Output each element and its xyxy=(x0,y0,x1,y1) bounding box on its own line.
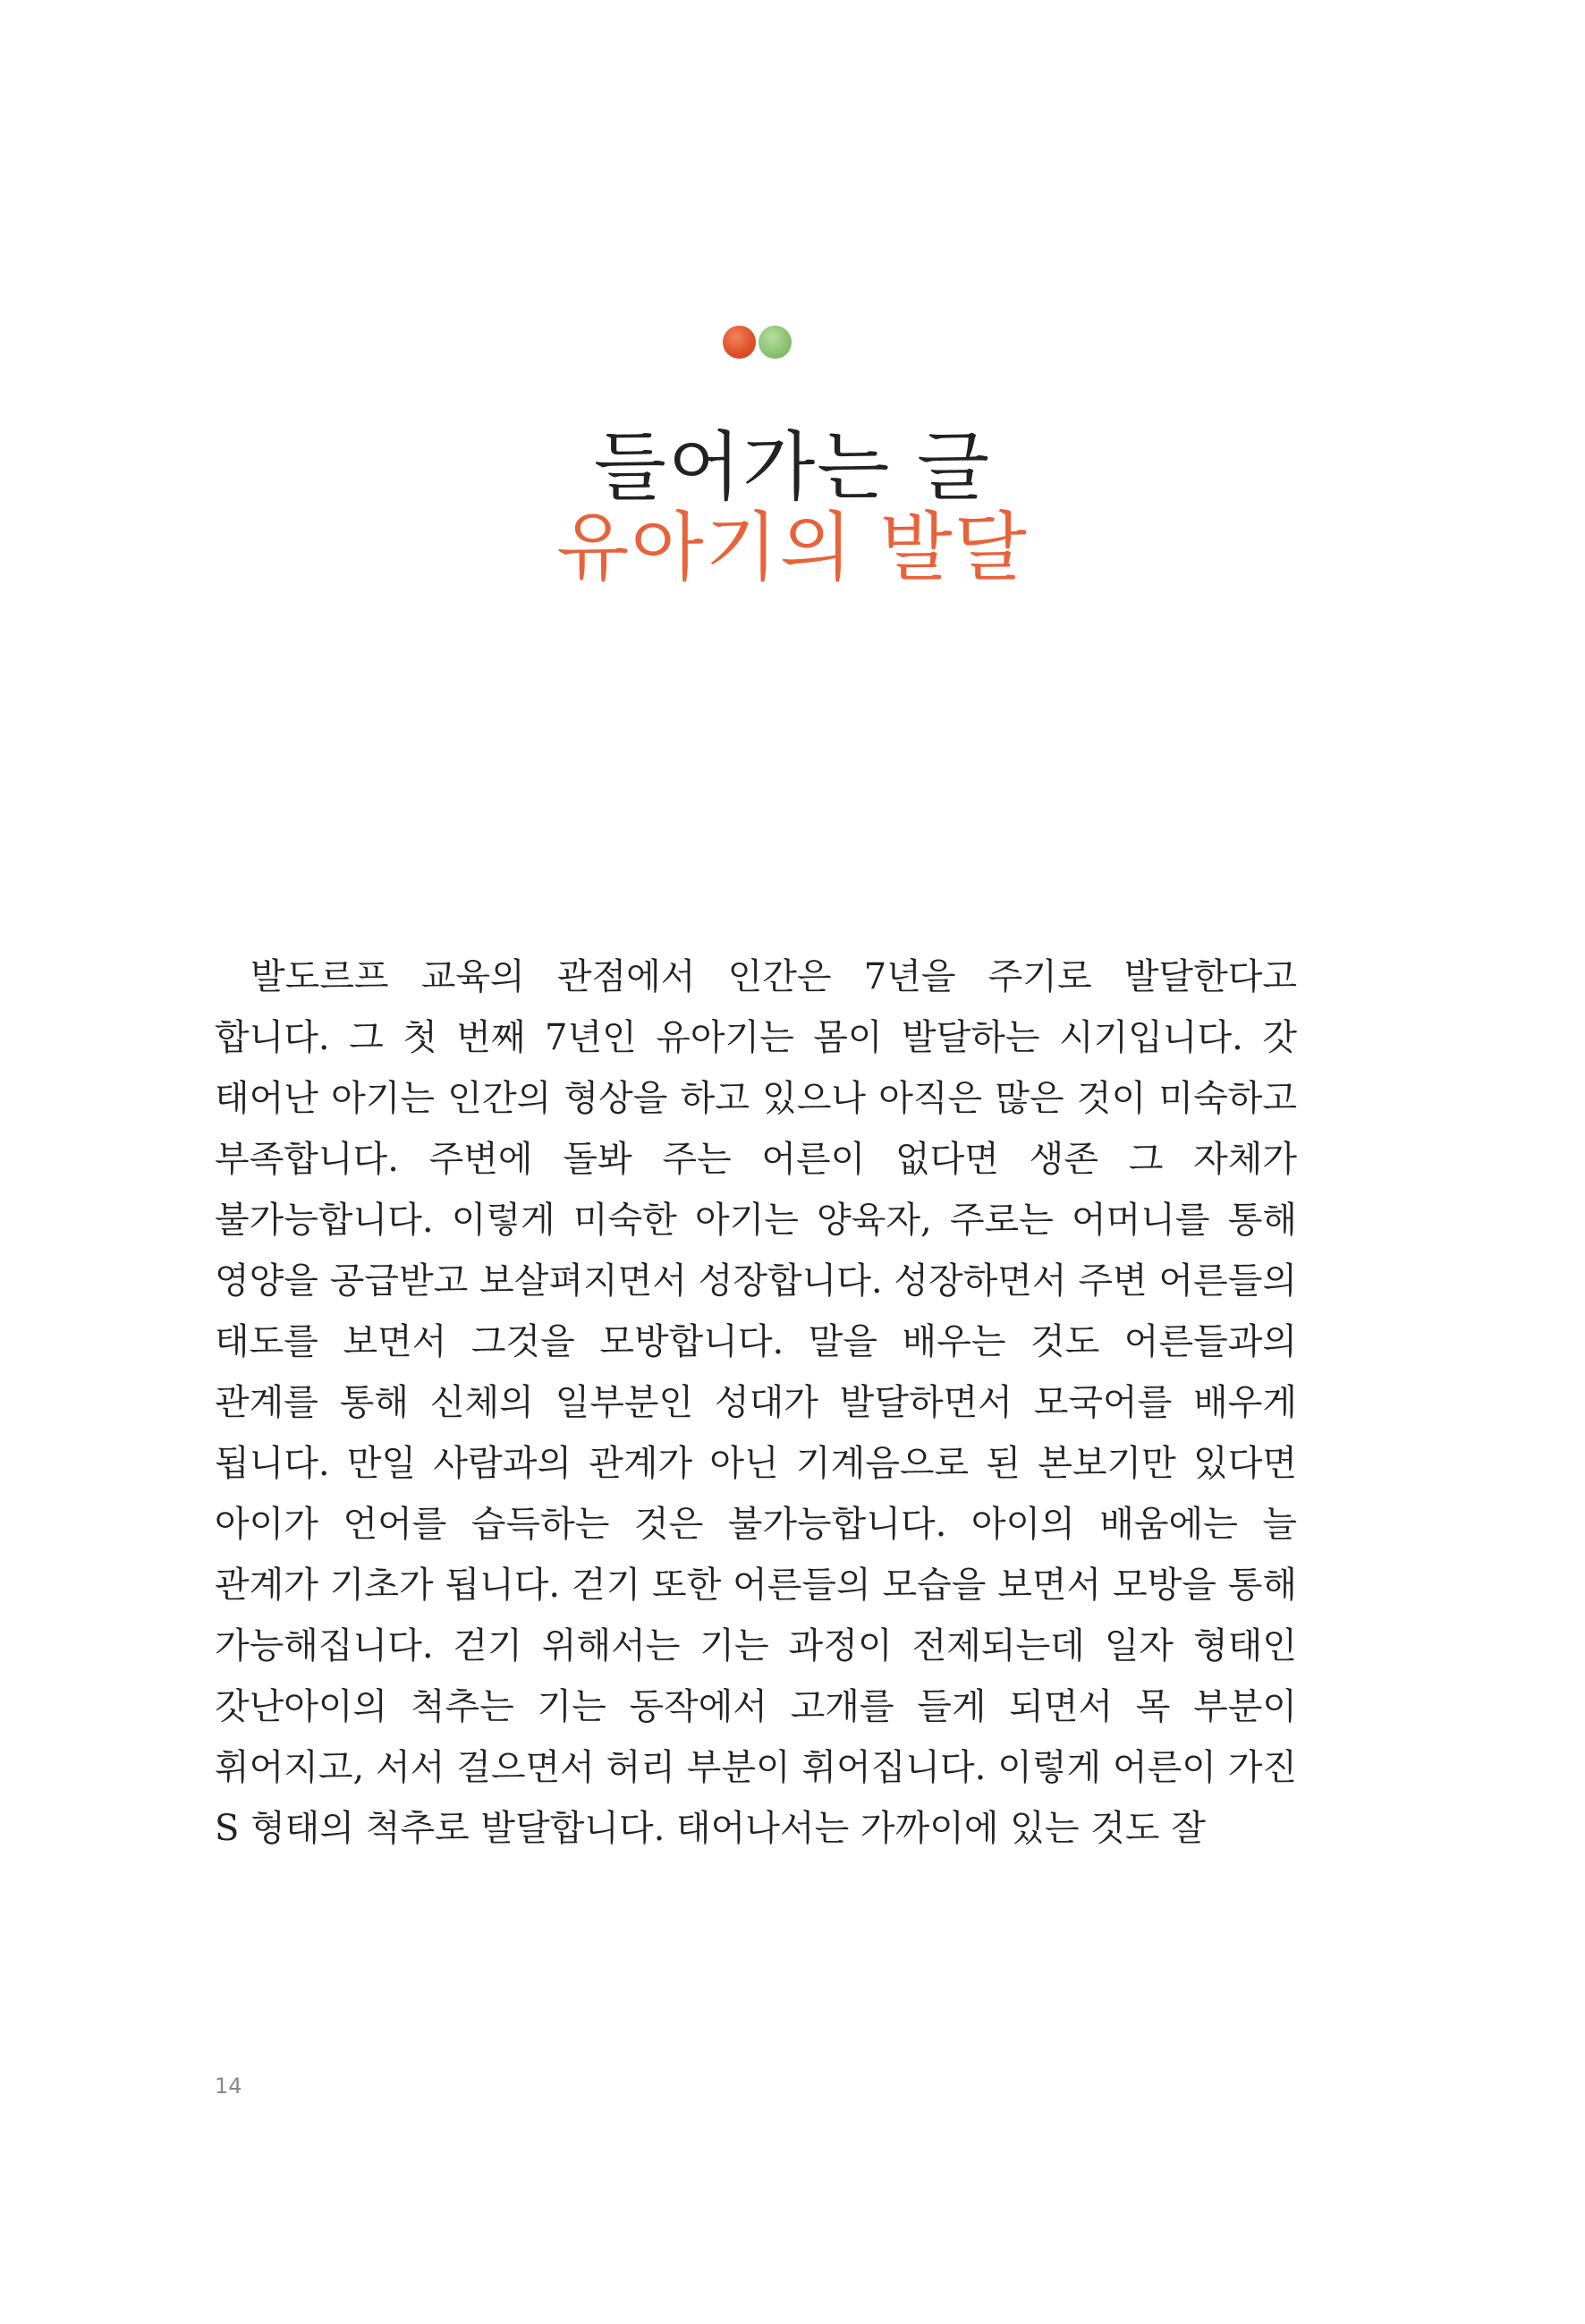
page-title xyxy=(0,423,1585,591)
title-line-1: 들어가는 글 xyxy=(593,423,992,511)
title-line-2: 유아기의 발달 xyxy=(556,504,1029,591)
body-paragraph: 발도르프 교육의 관점에서 인간은 7년을 주기로 발달한다고 합니다. 그 첫 번째 7년인 유아기는 몸이 발달하는 시기입니다. 갓 태어난 아기는 인간의 형상을 하고 있으나 아직은 많은 것이 미숙하고 부족합니다. 주변에 돌봐 주는 어른이 없다면 생존 그 자체가 불가능합니다. 이렇게 미숙한 아기는 양육자, 주로는 어머니를 통해 영양을 공급받고 보살펴지면서 성장합니다. 성장하면서 주변 어른들의 태도를 보면서 그것을 모방합니다. 말을 배우는 것도 어른들과의 관계를 통해 신체의 일부분인 성대가 발달하면서 모국어를 배우게 됩니다. 만일 사람과의 관계가 아닌 기계음으로 된 본보기만 있다면 아이가 언어를 습득하는 것은 불가능합니다. 아이의 배움에는 늘 관계가 기초가 됩니다. 걷기 또한 어른들의 모습을 보면서 모방을 통해 가능해집니다. 걷기 위해서는 기는 과정이 전제되는데 일자 형태인 갓난아이의 척추는 기는 동작에서 고개를 들게 되면서 목 부분이 휘어지고, 서서 걸으면서 허리 부분이 휘어집니다. 이렇게 어른이 가진 S 형태의 척추로 발달합니다. 태어나서는 가까이에 있는 것도 잘 xyxy=(215,956,1297,1849)
body-text xyxy=(215,946,1297,1859)
red-dot-icon xyxy=(723,326,756,359)
decorative-dots xyxy=(723,326,794,361)
page-number: 14 xyxy=(215,2074,242,2099)
green-dot-icon xyxy=(759,326,792,359)
